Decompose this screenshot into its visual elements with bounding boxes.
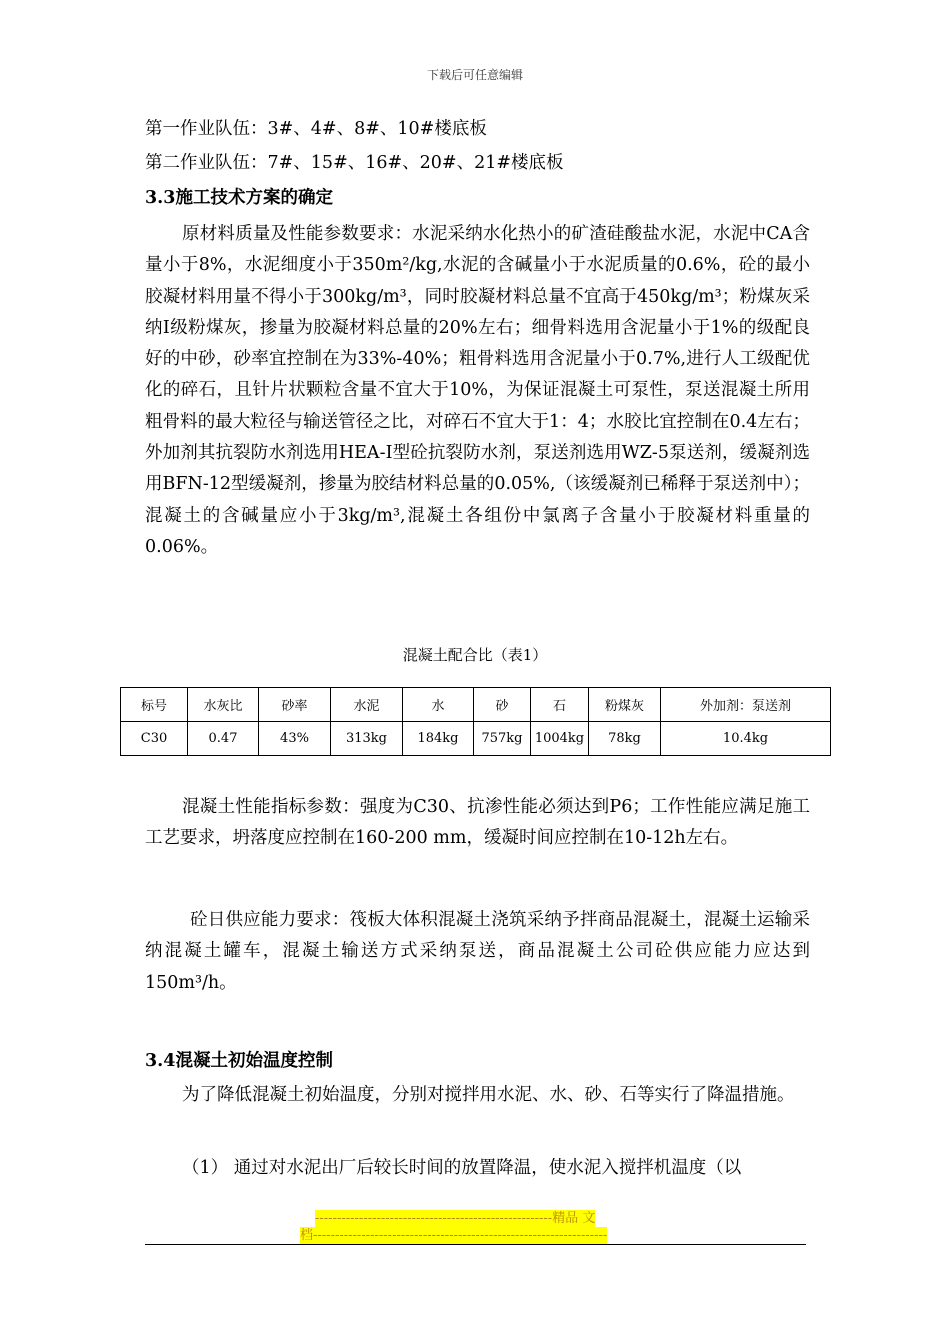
table-cell: 10.4kg — [661, 722, 831, 756]
table-header-row — [121, 688, 831, 722]
table-row — [121, 722, 831, 756]
table-cell: 0.47 — [188, 722, 259, 756]
table-header-cell: 粉煤灰 — [589, 688, 661, 722]
temperature-paragraph: 为了降低混凝土初始温度，分别对搅拌用水泥、水、砂、石等实行了降温措施。 — [182, 1085, 795, 1105]
table-header-cell: 砂 — [474, 688, 531, 722]
page-header: 下载后可任意编辑 — [426, 68, 523, 82]
materials-paragraph: 原材料质量及性能参数要求：水泥采纳水化热小的矿渣硅酸盐水泥，水泥中CA含量小于8%，水泥细度小于350m²/kg,水泥的含碱量小于水泥质量的0.6%，砼的最小胶凝材料用量不得小于300kg/m³，同时胶凝材料总量不宜高于450kg/m³；粉煤灰采纳Ⅰ级粉煤灰，掺量为胶凝材料总量的20%左右；细骨料选用含泥量小于1%的级配良好的中砂，砂率宜控制在为33%-40%；粗骨料选用含泥量小于0.7%,进行人工级配优化的碎石，且针片状颗粒含量不宜大于10%，为保证混凝土可泵性，泵送混凝土所用粗骨料的最大粒径与输送管径之比，对碎石不宜大于1：4；水胶比宜控制在0.4左右；外加剂其抗裂防水剂选用HEA-Ⅰ型砼抗裂防水剂，泵送剂选用WZ-5泵送剂，缓凝剂选用BFN-12型缓凝剂，掺量为胶结材料总量的0.05%,（该缓凝剂已稀释于泵送剂中）；混凝土的含碱量应小于3kg/m³,混凝土各组份中氯离子含量小于胶凝材料重量的0.06%。 — [145, 224, 810, 557]
table-cell: 43% — [259, 722, 331, 756]
supply-paragraph: 砼日供应能力要求：筏板大体积混凝土浇筑采纳予拌商品混凝土，混凝土运输采纳混凝土罐车，混凝土输送方式采纳泵送，商品混凝土公司砼供应能力应达到150m³/h。 — [145, 910, 810, 993]
table-header-cell: 水灰比 — [188, 688, 259, 722]
table-cell: 78kg — [589, 722, 661, 756]
table-caption: 混凝土配合比（表1） — [402, 646, 548, 664]
footer-line-2: 档------------------------------------------------------------------- — [300, 1228, 608, 1243]
table-header-cell: 水泥 — [331, 688, 403, 722]
table-cell: 1004kg — [531, 722, 589, 756]
table-cell: 313kg — [331, 722, 403, 756]
mix-ratio-table — [120, 687, 831, 756]
table-header-cell: 标号 — [121, 688, 188, 722]
table-cell: 184kg — [403, 722, 474, 756]
table-header-cell: 石 — [531, 688, 589, 722]
footer-rule — [145, 1244, 806, 1245]
section-heading-3-3: 3.3施工技术方案的确定 — [145, 188, 333, 208]
team1-line: 第一作业队伍：3#、4#、8#、10#楼底板 — [145, 119, 487, 139]
team2-line: 第二作业队伍：7#、15#、16#、20#、21#楼底板 — [145, 153, 564, 173]
table-cell: C30 — [121, 722, 188, 756]
section-heading-3-4: 3.4混凝土初始温度控制 — [145, 1051, 333, 1071]
list-item-1: （1） 通过对水泥出厂后较长时间的放置降温，使水泥入搅拌机温度（以 — [182, 1158, 742, 1178]
table-header-cell: 外加剂：泵送剂 — [661, 688, 831, 722]
performance-paragraph: 混凝土性能指标参数：强度为C30、抗渗性能必须达到P6；工作性能应满足施工工艺要求，坍落度应控制在160-200 mm，缓凝时间应控制在10-12h左右。 — [145, 797, 810, 849]
table-header-cell: 砂率 — [259, 688, 331, 722]
footer-line-1: ------------------------------------------------------精品 文 — [315, 1211, 596, 1226]
table-header-cell: 水 — [403, 688, 474, 722]
table-cell: 757kg — [474, 722, 531, 756]
